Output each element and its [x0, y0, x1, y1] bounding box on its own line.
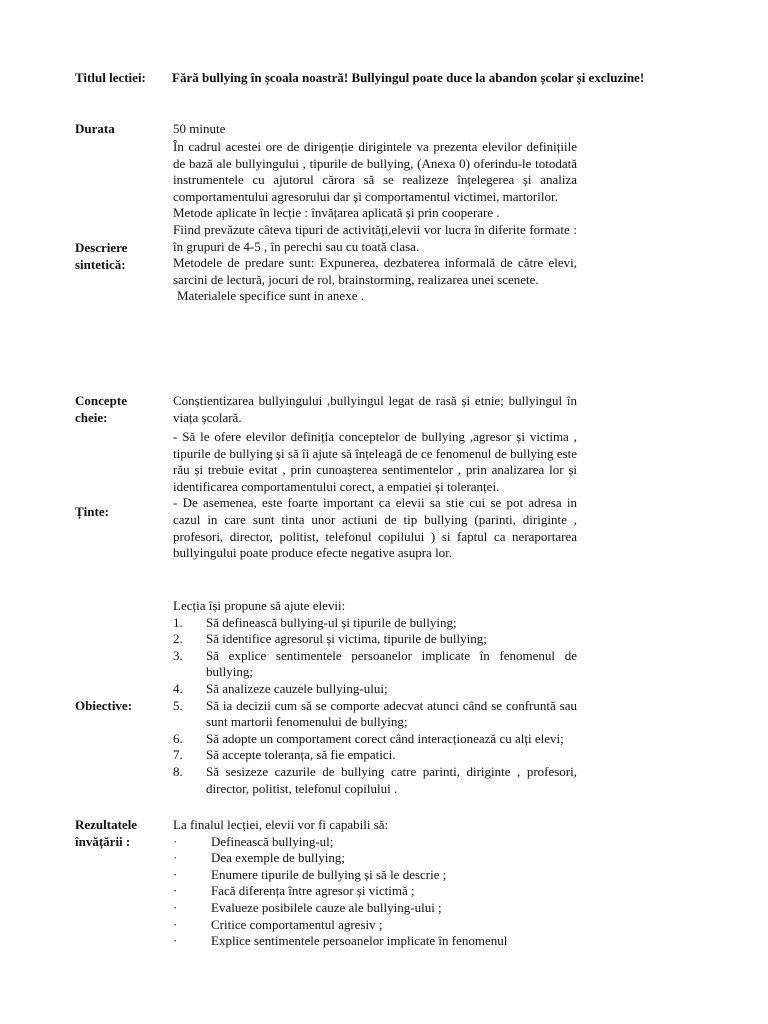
- item-text: Dea exemple de bullying;: [211, 850, 345, 866]
- list-item: [173, 648, 577, 681]
- rezultate-intro: La finalul lecției, elevii vor fi capabili să:: [173, 817, 389, 832]
- item-number: 1.: [173, 614, 183, 630]
- bullet-icon: ·: [173, 933, 178, 949]
- bullet-icon: ·: [173, 899, 178, 915]
- bullet-icon: ·: [173, 850, 178, 866]
- list-item: [173, 900, 577, 917]
- item-text: Să identifice agresorul și victima, tipurile de bullying;: [206, 631, 487, 647]
- descriere-label-line2: sintetică:: [75, 256, 126, 272]
- descriere-paragraph: Fiind prevăzute câteva tipuri de activități,elevii vor lucra în diferite formate : în grupuri de 4-5 , în perechi sau cu toată clasa.: [173, 221, 577, 254]
- descriere-paragraph: Metode aplicate în lecție : învățarea aplicată și prin cooperare .: [173, 205, 500, 221]
- concepte-content: Conștientizarea bullyingului ,bullyingul legat de rasă și etnie; bullyingul în viața școlară.: [173, 393, 577, 425]
- item-text: Să sesizeze cazurile de bullying catre parinti, diriginte , profesori, director, politist, telefonul copilului .: [206, 763, 577, 796]
- descriere-paragraph: În cadrul acestei ore de dirigenție dirigintele va prezenta elevilor definițiile de bază ale bullyingului , tipurile de bullying, (Anexa 0) oferindu-le totodată instrumentele cu ajutorul cărora să se realizeze înțelegerea și analiza comportamentului agresorului dar și comportamentul victimei, martorilor.: [173, 139, 577, 204]
- item-text: Să accepte toleranța, să fie empatici.: [206, 747, 396, 763]
- item-number: 8.: [173, 763, 183, 779]
- bullet-icon: ·: [173, 833, 178, 849]
- list-item: [173, 917, 577, 934]
- tinte-paragraph: - Să le ofere elevilor definiția conceptelor de bullying ,agresor și victima , tipurile de bullying și să îi ajute să înțeleagă de ce fenomenul de bullying este rău și trebuie evitat , prin cunoașterea sentimentelor , prin analizarea lor și identificarea comportamentului corect, a empatiei și toleranței.: [173, 429, 577, 494]
- tinte-label: Ținte:: [75, 504, 109, 519]
- descriere-label-line1: Descriere: [75, 240, 128, 255]
- item-text: Critice comportamentul agresiv ;: [211, 916, 383, 932]
- item-text: Să analizeze cauzele bullying-ului;: [206, 680, 388, 696]
- item-text: Definească bullying-ul;: [211, 833, 334, 849]
- item-number: 3.: [173, 647, 183, 663]
- item-number: 5.: [173, 697, 183, 713]
- item-text: Să ia decizii cum să se comporte adecvat atunci când se confruntă sau sunt martorii fenomenului de bullying;: [206, 697, 577, 730]
- list-item: [173, 681, 577, 698]
- obiective-content: [173, 598, 577, 797]
- obiective-label: Obiective:: [75, 698, 133, 713]
- descriere-paragraph: Metodele de predare sunt: Expunerea, dezbaterea informală de către elevi, sarcini de lectură, jocuri de rol, brainstorming, realizarea unei scenete.: [173, 255, 577, 287]
- rezultate-label: [75, 817, 167, 850]
- item-text: Să definească bullying-ul și tipurile de bullying;: [206, 614, 457, 630]
- item-text: Evalueze posibilele cauze ale bullying-ului ;: [211, 899, 442, 915]
- item-number: 4.: [173, 680, 183, 696]
- list-item: [173, 867, 577, 884]
- list-item: [173, 615, 577, 632]
- item-number: 2.: [173, 631, 183, 647]
- bullet-icon: ·: [173, 916, 178, 932]
- item-text: Să explice sentimentele persoanelor implicate în fenomenul de bullying;: [206, 647, 577, 680]
- item-text: Enumere tipurile de bullying și să le descrie ;: [211, 866, 447, 882]
- descriere-content: [173, 139, 577, 305]
- rezultate-label-line1: Rezultatele: [75, 817, 138, 832]
- list-item: [173, 883, 577, 900]
- descriere-label: [75, 240, 167, 273]
- tinte-paragraph: - De asemenea, este foarte important ca elevii sa stie cui se pot adresa in cazul in care sunt tinta unor actiuni de tip bullying (parinti, diriginte , profesori, director, politist, telefonul copilului ) si faptul ca neraportarea bullyingului poate produce efecte negative asupra lor.: [173, 495, 577, 561]
- tinte-content: [173, 429, 577, 562]
- concepte-label: [75, 393, 167, 426]
- list-item: [173, 834, 577, 851]
- list-item: [173, 764, 577, 797]
- list-item: [173, 850, 577, 867]
- list-item: [173, 631, 577, 648]
- rezultate-content: [173, 817, 577, 950]
- list-item: [173, 698, 577, 731]
- title-label: Titlul lectiei:: [75, 70, 146, 85]
- rezultate-label-line2: învățării :: [75, 833, 131, 849]
- title-text: Fără bullying în școala noastră! Bullyingul poate duce la abandon școlar și excluzine!: [172, 70, 645, 85]
- durata-value: 50 minute: [173, 121, 226, 136]
- list-item: [173, 731, 577, 748]
- descriere-paragraph: Materialele specifice sunt in anexe .: [177, 288, 364, 304]
- obiective-intro: Lecția își propune să ajute elevii:: [173, 598, 346, 613]
- list-item: [173, 747, 577, 764]
- durata-label: Durata: [75, 121, 115, 136]
- item-text: Să adopte un comportament corect când interacționează cu alți elevi;: [206, 730, 564, 746]
- bullet-icon: ·: [173, 866, 178, 882]
- item-number: 7.: [173, 747, 183, 763]
- concepte-label-line2: cheie:: [75, 409, 108, 425]
- item-number: 6.: [173, 730, 183, 746]
- concepte-label-line1: Concepte: [75, 393, 127, 408]
- bullet-icon: ·: [173, 883, 178, 899]
- list-item: [173, 933, 577, 950]
- lesson-title: [75, 69, 697, 86]
- item-text: Explice sentimentele persoanelor implicate în fenomenul: [211, 933, 508, 949]
- item-text: Facă diferența între agresor și victimă ;: [211, 883, 415, 899]
